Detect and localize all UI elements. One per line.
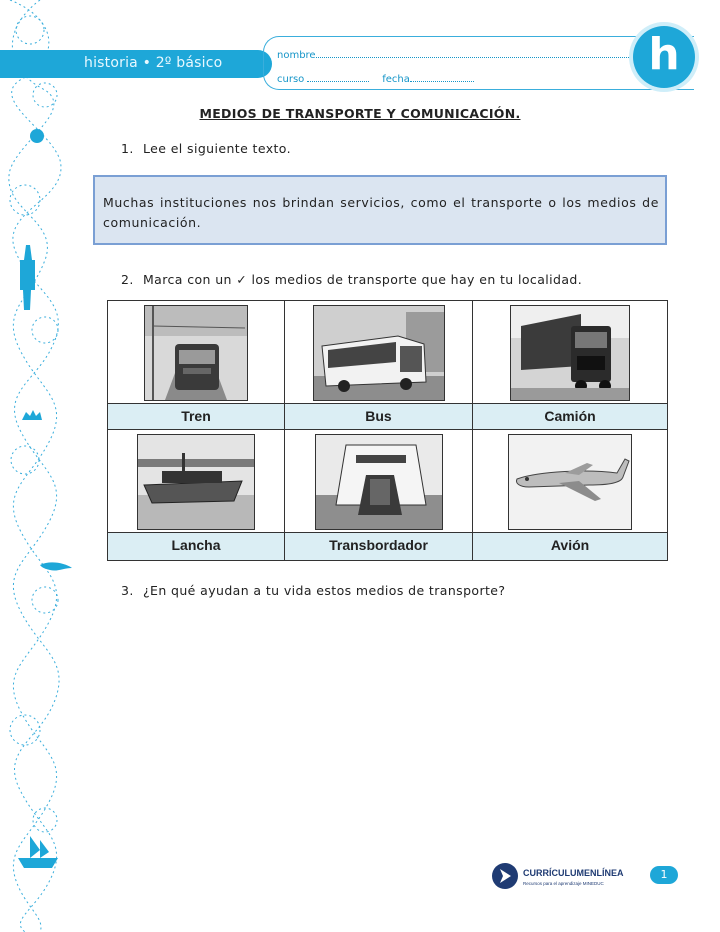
- page-number-badge: 1: [650, 866, 678, 884]
- curriculum-en-linea-logo: [491, 862, 641, 896]
- question-2-text-after: los medios de transporte que hay en tu localidad.: [251, 272, 583, 287]
- question-3: [121, 583, 505, 598]
- decorative-border: [0, 0, 75, 932]
- train-photo: [144, 305, 248, 401]
- question-1-text: Lee el siguiente texto.: [143, 141, 291, 156]
- question-1: [121, 141, 291, 156]
- course-line[interactable]: [307, 73, 369, 82]
- airplane-cell[interactable]: [473, 430, 667, 533]
- train-label: Tren: [108, 404, 285, 430]
- checkmark-icon: ✓: [236, 272, 248, 287]
- name-label: nombre: [277, 50, 316, 61]
- reading-text-box: Muchas instituciones nos brindan servicios, como el transporte o los medios de comunicación.: [93, 175, 667, 245]
- transport-table: [107, 300, 668, 561]
- bus-cell[interactable]: [285, 301, 473, 404]
- airplane-photo: [508, 434, 632, 530]
- name-line[interactable]: [316, 49, 661, 58]
- h-logo-icon: h: [633, 26, 695, 88]
- course-label: curso: [277, 74, 305, 85]
- name-field[interactable]: [277, 49, 661, 61]
- truck-photo: [510, 305, 630, 401]
- bus-label: Bus: [285, 404, 473, 430]
- boat-photo: [137, 434, 255, 530]
- question-3-text: ¿En qué ayudan a tu vida estos medios de transporte?: [143, 583, 506, 598]
- question-2-text-before: Marca con un: [143, 272, 232, 287]
- question-1-number: 1.: [121, 141, 134, 156]
- question-3-number: 3.: [121, 583, 134, 598]
- footer-brand: CURRÍCULUMENLÍNEA: [523, 868, 624, 878]
- bus-photo: [313, 305, 445, 401]
- truck-label: Camión: [473, 404, 667, 430]
- question-2: [121, 272, 582, 287]
- date-line[interactable]: [410, 73, 474, 82]
- subject-label: historia • 2º básico: [84, 55, 223, 71]
- airplane-label: Avión: [473, 533, 667, 560]
- footer-tagline: Recursos para el aprendizaje MINEDUC: [523, 881, 604, 886]
- ferry-cell[interactable]: [285, 430, 473, 533]
- truck-cell[interactable]: [473, 301, 667, 404]
- ferry-label: Transbordador: [285, 533, 473, 560]
- date-label: fecha: [382, 74, 410, 85]
- question-2-number: 2.: [121, 272, 134, 287]
- boat-label: Lancha: [108, 533, 285, 560]
- train-cell[interactable]: [108, 301, 285, 404]
- ferry-photo: [315, 434, 443, 530]
- course-field[interactable]: [277, 73, 474, 85]
- page-title: MEDIOS DE TRANSPORTE Y COMUNICACIÓN.: [199, 106, 521, 121]
- boat-cell[interactable]: [108, 430, 285, 533]
